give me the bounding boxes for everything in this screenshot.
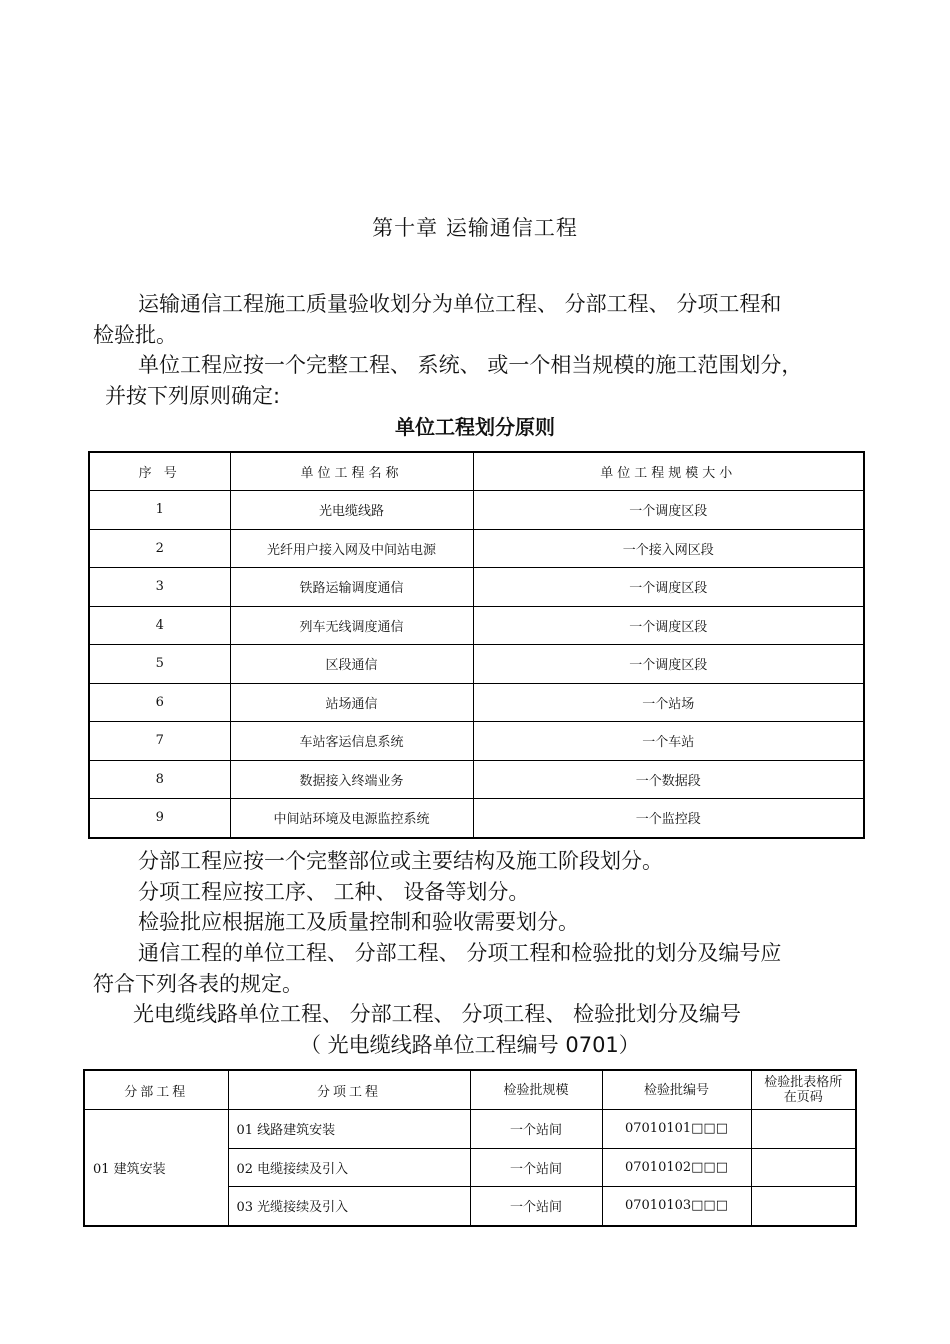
- cell-sub-item: 01 线路建筑安装: [228, 1110, 470, 1149]
- table-row: [89, 606, 864, 645]
- table-row: [84, 1110, 856, 1149]
- cell-unit-scale: 一个接入网区段: [473, 529, 864, 568]
- cell-unit-name: 铁路运输调度通信: [230, 568, 473, 607]
- col-header-lot-scale: 检验批规模: [470, 1070, 602, 1110]
- col-header-unit-name: 单位工程名称: [230, 452, 473, 491]
- table-row: [89, 568, 864, 607]
- table-row: [89, 529, 864, 568]
- col-header-division: 分部工程: [84, 1070, 228, 1110]
- inspection-lot-table: [83, 1069, 857, 1227]
- cell-seq: 6: [89, 683, 230, 722]
- cell-lot-scale: 一个站间: [470, 1187, 602, 1226]
- cell-unit-scale: 一个调度区段: [473, 491, 864, 530]
- cell-unit-name: 中间站环境及电源监控系统: [230, 799, 473, 838]
- cell-unit-scale: 一个调度区段: [473, 568, 864, 607]
- cell-unit-scale: 一个车站: [473, 722, 864, 761]
- paragraph-5: 检验批应根据施工及质量控制和验收需要划分。: [138, 910, 579, 934]
- paragraph-2-line-1: 单位工程应按一个完整工程、 系统、 或一个相当规模的施工范围划分，: [138, 353, 803, 377]
- cell-unit-scale: 一个站场: [473, 683, 864, 722]
- chapter-title: 第十章 运输通信工程: [372, 216, 578, 240]
- cell-seq: 3: [89, 568, 230, 607]
- paragraph-2-line-2: 并按下列原则确定:: [105, 384, 281, 408]
- cell-unit-scale: 一个监控段: [473, 799, 864, 838]
- paragraph-4: 分项工程应按工序、 工种、 设备等划分。: [138, 880, 530, 904]
- cell-unit-name: 数据接入终端业务: [230, 760, 473, 799]
- table-header-row: [89, 452, 864, 491]
- cell-form-page: [751, 1187, 856, 1226]
- cell-form-page: [751, 1110, 856, 1149]
- col-header-sub-item: 分项工程: [228, 1070, 470, 1110]
- table-2-caption: 光电缆线路单位工程、 分部工程、 分项工程、 检验批划分及编号: [133, 1002, 742, 1026]
- col-header-form-page: 检验批表格所在页码: [751, 1070, 856, 1110]
- unit-division-table: [88, 451, 865, 839]
- paragraph-6-line-2: 符合下列各表的规定。: [93, 972, 303, 996]
- cell-seq: 1: [89, 491, 230, 530]
- table-row: [89, 491, 864, 530]
- cell-sub-item: 03 光缆接续及引入: [228, 1187, 470, 1226]
- table-1-title: 单位工程划分原则: [395, 415, 555, 439]
- cell-seq: 8: [89, 760, 230, 799]
- cell-lot-number: 07010102□□□: [602, 1148, 751, 1187]
- cell-unit-scale: 一个调度区段: [473, 645, 864, 684]
- cell-unit-scale: 一个调度区段: [473, 606, 864, 645]
- col-header-lot-number: 检验批编号: [602, 1070, 751, 1110]
- cell-unit-name: 光电缆线路: [230, 491, 473, 530]
- paragraph-1-line-1: 运输通信工程施工质量验收划分为单位工程、 分部工程、 分项工程和: [138, 292, 782, 316]
- cell-seq: 2: [89, 529, 230, 568]
- cell-division: 01 建筑安装: [84, 1110, 228, 1226]
- col-header-seq: 序 号: [89, 452, 230, 491]
- cell-unit-name: 光纤用户接入网及中间站电源: [230, 529, 473, 568]
- cell-lot-number: 07010101□□□: [602, 1110, 751, 1149]
- table-row: [89, 683, 864, 722]
- table-row: [89, 645, 864, 684]
- table-row: [89, 760, 864, 799]
- cell-form-page: [751, 1148, 856, 1187]
- paragraph-6-line-1: 通信工程的单位工程、 分部工程、 分项工程和检验批的划分及编号应: [138, 941, 782, 965]
- paragraph-1-line-2: 检验批。: [93, 323, 177, 347]
- cell-lot-scale: 一个站间: [470, 1148, 602, 1187]
- cell-unit-name: 车站客运信息系统: [230, 722, 473, 761]
- table-row: [89, 722, 864, 761]
- table-header-row: [84, 1070, 856, 1110]
- cell-seq: 9: [89, 799, 230, 838]
- cell-unit-name: 区段通信: [230, 645, 473, 684]
- col-header-unit-scale: 单位工程规模大小: [473, 452, 864, 491]
- table-2-subcaption: （ 光电缆线路单位工程编号 0701）: [300, 1033, 640, 1057]
- cell-unit-name: 列车无线调度通信: [230, 606, 473, 645]
- paragraph-3: 分部工程应按一个完整部位或主要结构及施工阶段划分。: [138, 849, 663, 873]
- cell-seq: 5: [89, 645, 230, 684]
- cell-unit-scale: 一个数据段: [473, 760, 864, 799]
- cell-lot-number: 07010103□□□: [602, 1187, 751, 1226]
- table-row: [89, 799, 864, 838]
- cell-lot-scale: 一个站间: [470, 1110, 602, 1149]
- cell-seq: 7: [89, 722, 230, 761]
- cell-sub-item: 02 电缆接续及引入: [228, 1148, 470, 1187]
- cell-unit-name: 站场通信: [230, 683, 473, 722]
- cell-seq: 4: [89, 606, 230, 645]
